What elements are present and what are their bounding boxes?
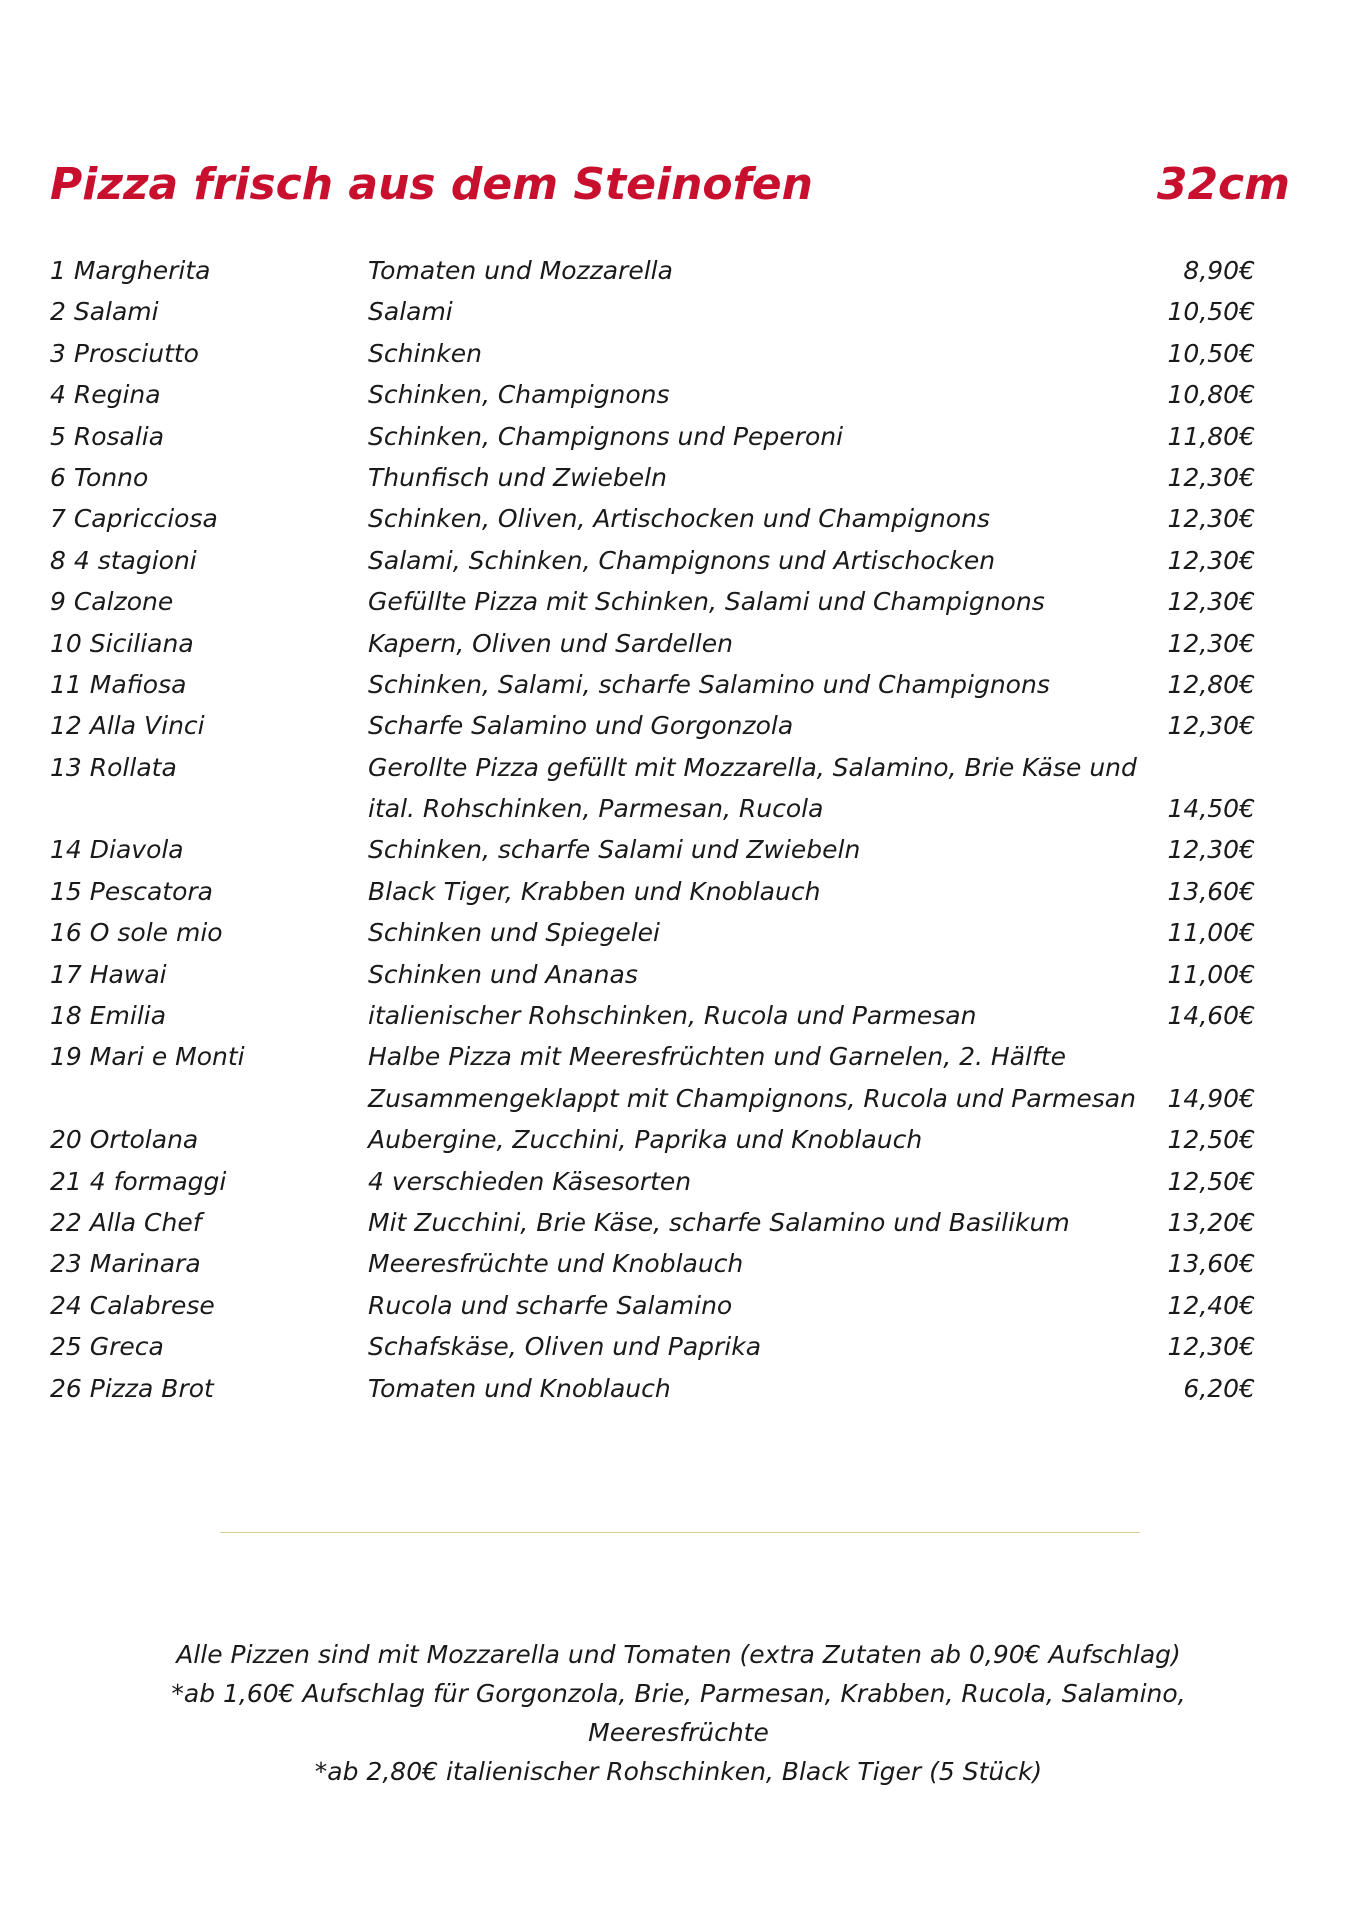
menu-item-name: 4 Regina — [50, 380, 161, 410]
menu-item-description-line: Tomaten und Mozzarella — [368, 256, 673, 285]
menu-item-description — [368, 623, 1138, 664]
menu-item-price: 12,30€ — [1167, 835, 1255, 865]
menu-item-name: 24 Calabrese — [50, 1290, 215, 1320]
menu-item-description-line: Rucola und scharfe Salamino — [368, 1290, 733, 1320]
menu-item-description-line: Halbe Pizza mit Meeresfrüchten und Garnelen, 2. Hälfte — [368, 1042, 1066, 1072]
menu-item-description — [368, 1326, 1138, 1367]
menu-item — [50, 912, 1255, 953]
footnote-line: *ab 2,80€ italienischer Rohschinken, Black Tiger (5 Stück) — [314, 1757, 1043, 1786]
menu-item-name: 7 Capricciosa — [50, 504, 218, 534]
menu-item-description — [368, 1368, 1138, 1409]
menu-item-price: 12,30€ — [1167, 711, 1255, 741]
menu-item-price: 8,90€ — [1183, 255, 1255, 285]
menu-item-price: 11,80€ — [1167, 421, 1255, 451]
menu-item-name: 1 Margherita — [50, 256, 211, 285]
menu-item — [50, 705, 1255, 746]
menu-item — [50, 1368, 1255, 1409]
menu-item — [50, 457, 1255, 498]
menu-item — [50, 1285, 1255, 1326]
menu-item-name: 13 Rollata — [50, 752, 177, 782]
menu-item-description — [368, 871, 1138, 912]
menu-item-price: 10,50€ — [1167, 338, 1255, 368]
menu-item-price: 10,80€ — [1167, 380, 1255, 410]
menu-item-name: 23 Marinara — [50, 1249, 201, 1279]
menu-item-price: 11,00€ — [1167, 959, 1255, 989]
menu-item — [50, 995, 1255, 1036]
menu-item-name: 21 4 formaggi — [50, 1166, 227, 1196]
menu-item-price: 10,50€ — [1167, 297, 1255, 327]
pizza-size-label: 32cm — [1156, 159, 1290, 210]
menu-item-description-line: Schinken, Oliven, Artischocken und Champignons — [368, 504, 990, 534]
menu-item-name: 9 Calzone — [50, 587, 174, 617]
menu-item-name: 18 Emilia — [50, 1001, 167, 1031]
menu-item-price: 14,60€ — [1167, 1001, 1255, 1031]
menu-item-price: 14,90€ — [1167, 1083, 1255, 1113]
menu-item-description-line: Schinken — [368, 338, 482, 368]
menu-item — [50, 416, 1255, 457]
menu-item-price: 12,40€ — [1167, 1290, 1255, 1320]
menu-item-description — [368, 705, 1138, 746]
menu-item — [50, 954, 1255, 995]
menu-item-description — [368, 457, 1138, 498]
menu-item-name: 26 Pizza Brot — [50, 1373, 214, 1403]
menu-item-description-line: Scharfe Salamino und Gorgonzola — [368, 711, 794, 741]
menu-item-description — [368, 540, 1138, 581]
menu-item-price: 12,50€ — [1167, 1166, 1255, 1196]
menu-item-name: 15 Pescatora — [50, 876, 214, 906]
menu-item-name: 5 Rosalia — [50, 421, 165, 451]
menu-item-name: 11 Mafiosa — [50, 669, 187, 699]
menu-item-price: 6,20€ — [1183, 1373, 1255, 1403]
menu-item — [50, 1243, 1255, 1284]
menu-item — [50, 747, 1255, 830]
menu-item-description-line: Gefüllte Pizza mit Schinken, Salami und Champignons — [368, 587, 1045, 617]
menu-item-price: 12,80€ — [1167, 669, 1255, 699]
footnote-line: *ab 1,60€ Aufschlag für Gorgonzola, Brie, Parmesan, Krabben, Rucola, Salamino, — [171, 1679, 1186, 1708]
menu-item — [50, 374, 1255, 415]
menu-item-price: 13,60€ — [1167, 876, 1255, 906]
menu-item-price: 12,30€ — [1167, 1332, 1255, 1362]
menu-item-description-line: Schinken, Champignons und Peperoni — [368, 421, 844, 451]
menu-item — [50, 664, 1255, 705]
menu-item-description — [368, 1202, 1138, 1243]
menu-item-price: 12,30€ — [1167, 504, 1255, 534]
footnote-line: Meeresfrüchte — [588, 1718, 769, 1747]
menu-item-description-line: Salami — [368, 297, 453, 327]
menu-item-name: 10 Siciliana — [50, 628, 194, 658]
menu-item-description-line: Meeresfrüchte und Knoblauch — [368, 1249, 744, 1279]
menu-item-description-line: Schafskäse, Oliven und Paprika — [368, 1332, 762, 1362]
menu-item-description-line: Zusammengeklappt mit Champignons, Rucola und Parmesan — [368, 1083, 1136, 1113]
menu-header — [50, 150, 1290, 220]
menu-item-description — [368, 829, 1138, 870]
section-divider — [220, 1532, 1140, 1533]
menu-item-name: 17 Hawai — [50, 959, 167, 989]
menu-item-name: 16 O sole mio — [50, 918, 223, 948]
menu-item-description — [368, 1036, 1138, 1119]
menu-item-description — [368, 1243, 1138, 1284]
menu-item-description-line: Mit Zucchini, Brie Käse, scharfe Salamino und Basilikum — [368, 1208, 1070, 1238]
menu-item — [50, 1161, 1255, 1202]
menu-item-description — [368, 581, 1138, 622]
menu-item-description-line: Schinken, Champignons — [368, 380, 670, 410]
menu-item-name: 19 Mari e Monti — [50, 1042, 245, 1072]
menu-item-description — [368, 1285, 1138, 1326]
menu-item — [50, 1326, 1255, 1367]
menu-item-description — [368, 954, 1138, 995]
menu-item — [50, 250, 1255, 291]
menu-item-name: 14 Diavola — [50, 835, 184, 865]
menu-item-description-line: Tomaten und Knoblauch — [368, 1373, 671, 1403]
menu-item-description-line: Thunfisch und Zwiebeln — [368, 462, 667, 492]
menu-item-description-line: Schinken und Spiegelei — [368, 918, 660, 948]
menu-item — [50, 1119, 1255, 1160]
menu-item — [50, 333, 1255, 374]
menu-item-description-line: Schinken, Salami, scharfe Salamino und Champignons — [368, 669, 1050, 699]
pizza-menu-list — [50, 250, 1255, 1409]
menu-item-description — [368, 498, 1138, 539]
menu-item-name: 2 Salami — [50, 297, 159, 327]
menu-item-price: 13,60€ — [1167, 1249, 1255, 1279]
menu-item-description — [368, 250, 1138, 291]
menu-item — [50, 498, 1255, 539]
menu-item-description-line: italienischer Rohschinken, Rucola und Parmesan — [368, 1001, 977, 1031]
menu-item — [50, 623, 1255, 664]
menu-item — [50, 540, 1255, 581]
menu-item-description — [368, 1161, 1138, 1202]
menu-item-description-line: Black Tiger, Krabben und Knoblauch — [368, 876, 821, 906]
menu-item-description — [368, 664, 1138, 705]
menu-item-description-line: ital. Rohschinken, Parmesan, Rucola — [368, 794, 824, 824]
menu-item-description — [368, 333, 1138, 374]
menu-item-description-line: Schinken und Ananas — [368, 959, 638, 989]
menu-item-name: 8 4 stagioni — [50, 545, 197, 575]
menu-item — [50, 1202, 1255, 1243]
page-title: Pizza frisch aus dem Steinofen — [50, 159, 813, 210]
menu-item-description-line: Aubergine, Zucchini, Paprika und Knoblauch — [368, 1125, 923, 1155]
menu-item-description — [368, 1119, 1138, 1160]
menu-item-description — [368, 291, 1138, 332]
footnote-line: Alle Pizzen sind mit Mozzarella und Tomaten (extra Zutaten ab 0,90€ Aufschlag) — [176, 1640, 1181, 1669]
menu-item-price: 12,30€ — [1167, 587, 1255, 617]
menu-item-description — [368, 912, 1138, 953]
menu-item-description-line: Kapern, Oliven und Sardellen — [368, 628, 733, 658]
menu-item-name: 6 Tonno — [50, 462, 149, 492]
menu-item-price: 14,50€ — [1167, 794, 1255, 824]
menu-item — [50, 871, 1255, 912]
menu-item-price: 12,30€ — [1167, 545, 1255, 575]
menu-item-name: 3 Prosciutto — [50, 338, 199, 368]
menu-item — [50, 1036, 1255, 1119]
menu-item-description — [368, 416, 1138, 457]
menu-item-description-line: Salami, Schinken, Champignons und Artischocken — [368, 545, 996, 575]
menu-footnote — [120, 1635, 1237, 1791]
menu-item-name: 22 Alla Chef — [50, 1208, 202, 1238]
menu-item-description-line: Gerollte Pizza gefüllt mit Mozzarella, Salamino, Brie Käse und — [368, 752, 1137, 782]
menu-item-price: 12,30€ — [1167, 462, 1255, 492]
menu-item — [50, 829, 1255, 870]
menu-item-description — [368, 995, 1138, 1036]
menu-item-description — [368, 747, 1138, 830]
menu-item-description-line: 4 verschieden Käsesorten — [368, 1166, 692, 1196]
menu-item-name: 20 Ortolana — [50, 1125, 199, 1155]
menu-item-name: 25 Greca — [50, 1332, 164, 1362]
menu-item-description — [368, 374, 1138, 415]
menu-item — [50, 291, 1255, 332]
menu-item-name: 12 Alla Vinci — [50, 711, 205, 741]
menu-item-price: 13,20€ — [1167, 1208, 1255, 1237]
menu-item-price: 11,00€ — [1167, 918, 1255, 948]
menu-item-price: 12,30€ — [1167, 628, 1255, 658]
menu-item — [50, 581, 1255, 622]
menu-item-description-line: Schinken, scharfe Salami und Zwiebeln — [368, 835, 861, 865]
menu-item-price: 12,50€ — [1167, 1125, 1255, 1155]
